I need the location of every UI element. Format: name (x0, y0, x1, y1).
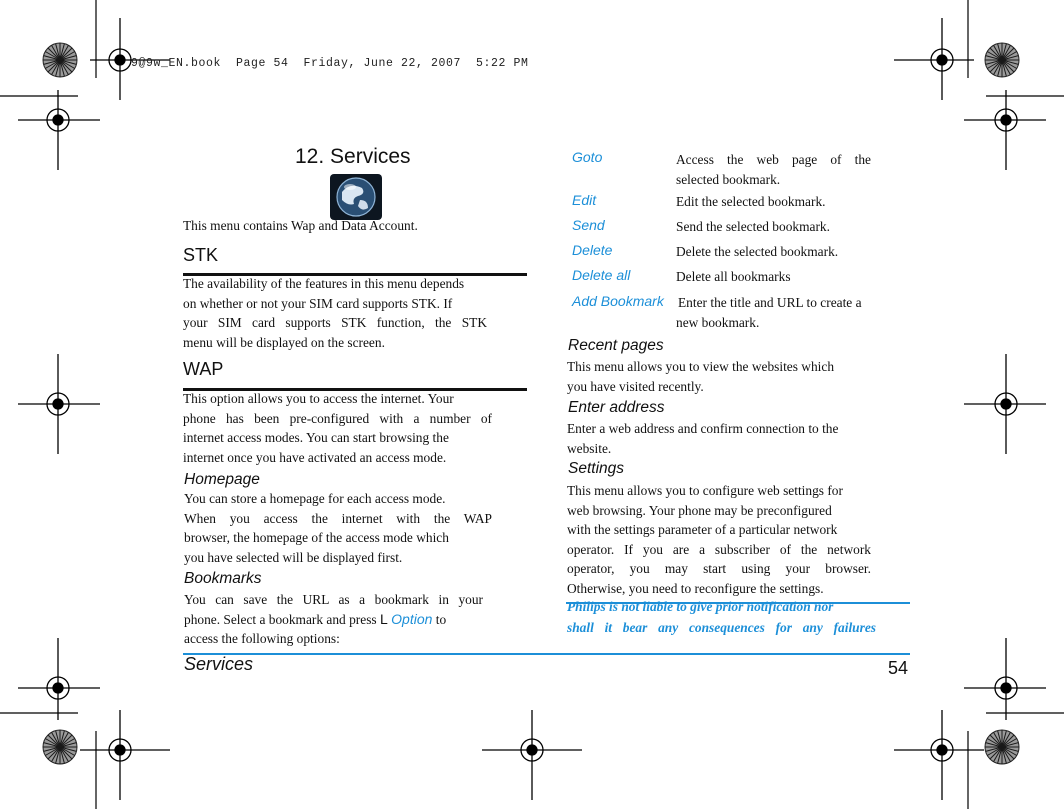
intro-text: This menu contains Wap and Data Account. (183, 218, 418, 233)
crosshair-target-icon (80, 710, 170, 800)
option-desc-send: Send the selected bookmark. (676, 219, 830, 234)
starburst-gauge-icon (43, 43, 77, 77)
option-label-goto: Goto (572, 149, 603, 165)
disclaimer-line-2: shall it bear any consequences for any failures (567, 620, 876, 635)
option-softkey-label: Option (391, 610, 433, 627)
option-desc-goto-cont: selected bookmark. (676, 172, 781, 187)
starburst-gauge-icon (985, 730, 1019, 764)
crosshair-target-icon (18, 354, 100, 454)
option-desc-edit: Edit the selected bookmark. (676, 194, 826, 209)
section-heading-stk: STK (183, 245, 219, 265)
settings-paragraph: This menu allows you to configure web settings for web browsing. Your phone may be preconfigured with the settings parameter of a particular network operator. If you are a subscriber of the network operator, you may start using your browser. Otherwise, you need to reconfigure the settings. (567, 483, 871, 596)
subheading-settings: Settings (568, 460, 625, 477)
enter-address-paragraph: Enter a web address and confirm connection to the website. (567, 421, 839, 456)
option-desc-add-bookmark: Enter the title and URL to create a (678, 295, 862, 310)
option-desc-delete-all: Delete all bookmarks (676, 269, 791, 284)
option-desc-delete: Delete the selected bookmark. (676, 244, 839, 259)
book-header: 9@9w_EN.book Page 54 Friday, June 22, 2007 5:22 PM (131, 57, 529, 70)
stk-paragraph: The availability of the features in this menu depends on whether or not your SIM card supports STK. If your SIM card supports STK function, the STK menu will be displayed on the screen. (183, 276, 487, 350)
starburst-gauge-icon (985, 43, 1019, 77)
option-label-add-bookmark: Add Bookmark (572, 293, 664, 309)
page-number: 54 (888, 658, 909, 678)
crosshair-target-icon (964, 638, 1046, 720)
option-label-delete-all: Delete all (572, 267, 631, 283)
section-heading-wap: WAP (183, 359, 224, 379)
softkey-l-icon: L (379, 610, 388, 627)
crosshair-target-icon (964, 90, 1046, 170)
option-desc-goto: Access the web page of the (676, 152, 871, 167)
crosshair-target-icon (482, 710, 582, 800)
crosshair-target-icon (894, 710, 984, 800)
option-label-edit: Edit (572, 192, 597, 208)
homepage-paragraph: You can store a homepage for each access mode. When you access the internet with the WAP browser, the homepage of the access mode which you have selected will be displayed first. (184, 491, 492, 565)
crosshair-target-icon (964, 354, 1046, 454)
subheading-bookmarks: Bookmarks (184, 570, 262, 587)
footer-section-name: Services (184, 654, 254, 674)
disclaimer-line-1: Philips is not liable to give prior notification nor (567, 599, 834, 614)
option-label-delete: Delete (572, 242, 613, 258)
recent-paragraph: This menu allows you to view the websites which you have visited recently. (567, 359, 835, 394)
subheading-enter-address: Enter address (568, 399, 665, 416)
bookmarks-paragraph: You can save the URL as a bookmark in your phone. Select a bookmark and press L Option to access the following options: (184, 592, 483, 646)
page-title: 12. Services (295, 145, 411, 168)
wap-paragraph: This option allows you to access the internet. Your phone has been pre-configured with a number of internet access modes. You can start browsing the internet once you have activated an access mode. (183, 391, 492, 465)
starburst-gauge-icon (43, 730, 77, 764)
subheading-homepage: Homepage (184, 471, 260, 488)
crosshair-target-icon (18, 638, 100, 720)
option-desc-add-bookmark-cont: new bookmark. (676, 315, 760, 330)
crosshair-target-icon (18, 90, 100, 170)
subheading-recent-pages: Recent pages (568, 337, 664, 354)
option-label-send: Send (572, 217, 605, 233)
footer-rule (183, 653, 910, 655)
crosshair-target-icon (894, 18, 974, 100)
globe-icon (330, 174, 382, 220)
